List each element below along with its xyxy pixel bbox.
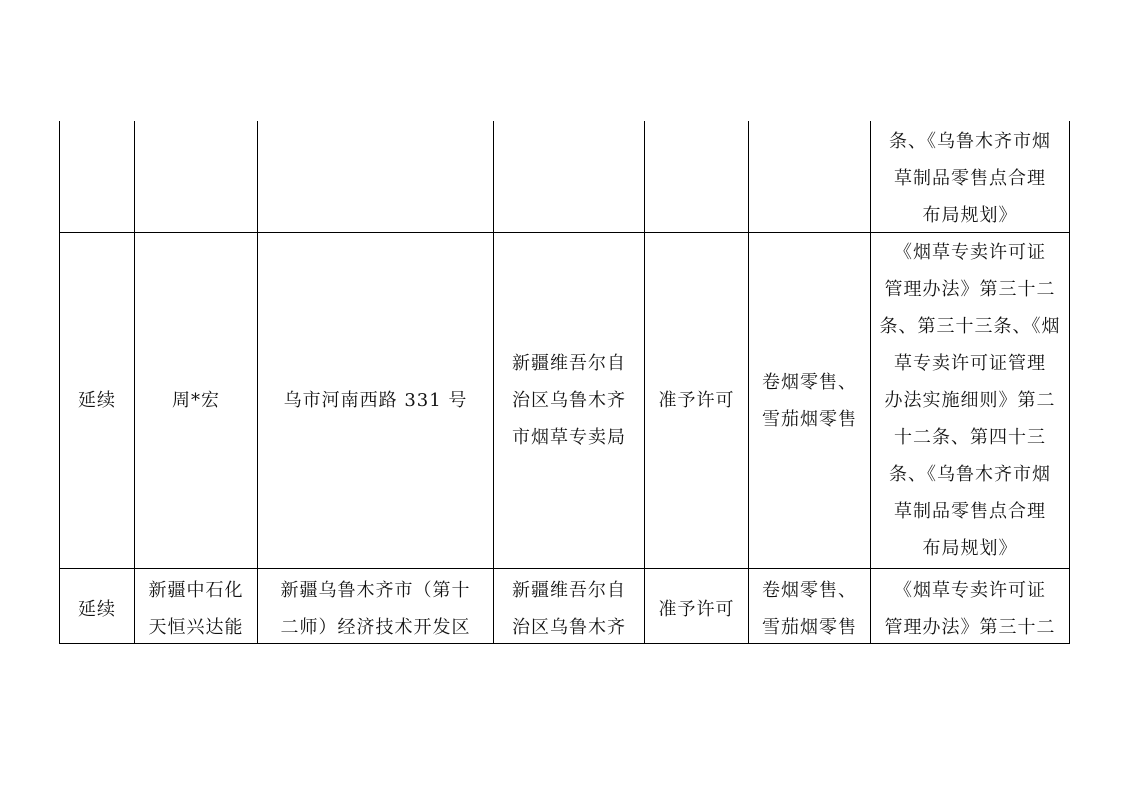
scope-line: 卷烟零售、 bbox=[762, 580, 857, 601]
address-line: 新疆乌鲁木齐市（第十 bbox=[280, 580, 471, 601]
authority-line: 治区乌鲁木齐 bbox=[512, 617, 626, 638]
basis-line: 管理办法》第三十二 bbox=[884, 617, 1056, 638]
basis-line: 条、《乌鲁木齐市烟 bbox=[889, 464, 1051, 485]
table-row-3-basis-cell bbox=[871, 572, 1069, 643]
basis-line: 草制品零售点合理 bbox=[894, 501, 1046, 522]
basis-line: 布局规划》 bbox=[922, 205, 1018, 226]
authority-line: 新疆维吾尔自 bbox=[512, 353, 626, 374]
basis-line: 十二条、第四十三 bbox=[894, 427, 1046, 448]
license-type: 延续 bbox=[78, 598, 116, 620]
basis-line: 《烟草专卖许可证 bbox=[894, 580, 1046, 601]
table-row-3-authority-cell bbox=[494, 572, 644, 643]
name-line: 天恒兴达能 bbox=[148, 617, 244, 638]
applicant-name: 周*宏 bbox=[172, 390, 220, 411]
business-address: 乌市河南西路 331 号 bbox=[283, 390, 468, 411]
basis-line: 管理办法》第三十二 bbox=[884, 279, 1056, 300]
scope-line: 雪茄烟零售 bbox=[762, 617, 857, 638]
scope-line: 卷烟零售、 bbox=[762, 371, 857, 393]
basis-line: 草制品零售点合理 bbox=[894, 168, 1046, 189]
table-row-2-address-cell bbox=[258, 233, 493, 568]
basis-line: 条、《乌鲁木齐市烟 bbox=[889, 131, 1051, 152]
basis-line: 草专卖许可证管理 bbox=[894, 353, 1046, 374]
name-line: 新疆中石化 bbox=[148, 580, 244, 601]
table-row-1-basis-cell bbox=[871, 123, 1069, 232]
table-row-3-address-cell bbox=[258, 572, 493, 643]
decision: 准予许可 bbox=[658, 598, 735, 620]
table-row-2-name-cell bbox=[135, 233, 257, 568]
basis-line: 《烟草专卖许可证 bbox=[894, 242, 1046, 263]
decision: 准予许可 bbox=[658, 390, 735, 411]
authority-line: 新疆维吾尔自 bbox=[512, 580, 626, 601]
table-row-2-basis-cell bbox=[871, 233, 1069, 568]
basis-line: 布局规划》 bbox=[922, 538, 1018, 559]
table-row-2-decision-cell bbox=[645, 233, 748, 568]
authority-line: 治区乌鲁木齐 bbox=[512, 390, 626, 411]
table-row-3-name-cell bbox=[135, 572, 257, 643]
table-row-3-type-cell bbox=[60, 572, 134, 646]
license-type: 延续 bbox=[78, 390, 116, 411]
table-row-2-type-cell bbox=[60, 233, 134, 568]
table-row-2-authority-cell bbox=[494, 233, 644, 568]
scope-line: 雪茄烟零售 bbox=[762, 408, 857, 430]
table-row-3-scope-cell bbox=[749, 572, 870, 643]
table-row-2-scope-cell bbox=[749, 233, 870, 568]
table-row-3-decision-cell bbox=[645, 572, 748, 646]
authority-line: 市烟草专卖局 bbox=[512, 427, 626, 448]
address-line: 二师）经济技术开发区 bbox=[280, 617, 471, 638]
basis-line: 办法实施细则》第二 bbox=[884, 390, 1056, 411]
basis-line: 条、第三十三条、《烟 bbox=[879, 316, 1061, 337]
